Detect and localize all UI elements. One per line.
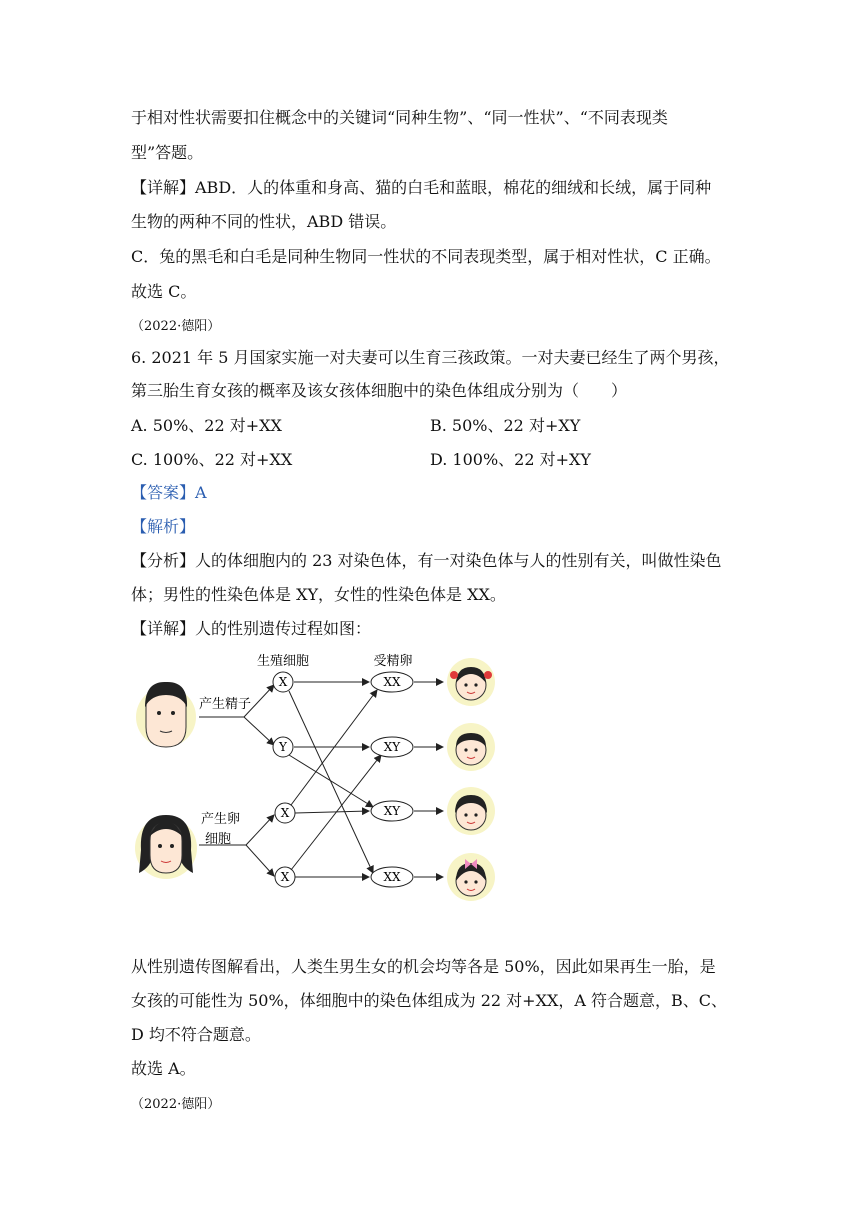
egg-cell-x-1	[275, 803, 295, 823]
zygote-xy-1	[371, 737, 413, 757]
text-line: 型”答题。	[131, 143, 204, 162]
text-line: 生物的两种不同的性状，ABD 错误。	[131, 212, 397, 231]
conclusion-line: 女孩的可能性为 50%，体细胞中的染色体组成为 22 对+XX，A 符合题意，B、C、	[131, 991, 728, 1010]
text-line: 【详解】ABD．人的体重和身高、猫的白毛和蓝眼，棉花的细绒和长绒，属于同种	[131, 178, 712, 197]
girl-child-icon	[447, 658, 495, 706]
svg-text:XY: XY	[383, 804, 401, 818]
sperm-cell-y	[273, 737, 293, 757]
question-line: 第三胎生育女孩的概率及该女孩体细胞中的染色体组成分别为（ ）	[131, 381, 628, 400]
girl-child-icon	[447, 853, 495, 901]
mother-icon	[135, 815, 197, 879]
fertilized-egg-label: 受精卵	[373, 654, 413, 669]
produce-sperm-label: 产生精子	[199, 697, 252, 712]
svg-text:X: X	[280, 806, 290, 820]
question-line: 6. 2021 年 5 月国家实施一对夫妻可以生育三孩政策。一对夫妻已经生了两个男孩，	[131, 348, 730, 367]
conclusion-line: D 均不符合题意。	[131, 1025, 261, 1044]
text-line: 于相对性状需要扣住概念中的关键词“同种生物”、“同一性状”、“不同表现类	[131, 108, 668, 127]
text-line: 故选 C。	[131, 282, 197, 301]
conclusion-line: 故选 A。	[131, 1059, 196, 1078]
zygote-xx-1	[371, 672, 413, 692]
zygote-xy-2	[371, 801, 413, 821]
source-tag: （2022·德阳）	[131, 319, 221, 334]
germ-cells-label: 生殖细胞	[256, 654, 310, 669]
svg-text:XX: XX	[383, 675, 401, 689]
analysis-line: 体；男性的性染色体是 XY，女性的性染色体是 XX。	[131, 585, 506, 604]
svg-text:Y: Y	[279, 740, 287, 754]
produce-egg-label-1: 产生卵	[201, 812, 241, 827]
answer-line: 【答案】A	[131, 483, 207, 502]
analysis-heading: 【解析】	[131, 517, 196, 536]
sex-inheritance-diagram	[131, 645, 501, 915]
boy-child-icon	[447, 787, 495, 835]
source-tag: （2022·德阳）	[131, 1097, 221, 1112]
option-a: A. 50%、22 对+XX	[131, 416, 282, 435]
svg-text:X: X	[278, 675, 288, 689]
detail-line: 【详解】人的性别遗传过程如图：	[131, 619, 372, 638]
text-line: C．兔的黑毛和白毛是同种生物同一性状的不同表现类型，属于相对性状，C 正确。	[131, 247, 721, 266]
boy-child-icon	[447, 723, 495, 771]
father-icon	[136, 682, 196, 747]
produce-egg-label-2: 细胞	[205, 832, 232, 847]
svg-text:X: X	[280, 870, 290, 884]
svg-text:XY: XY	[383, 740, 401, 754]
egg-cell-x-2	[275, 867, 295, 887]
analysis-line: 【分析】人的体细胞内的 23 对染色体，有一对染色体与人的性别有关，叫做性染色	[131, 551, 722, 570]
option-b: B. 50%、22 对+XY	[430, 416, 581, 435]
svg-text:XX: XX	[383, 870, 401, 884]
conclusion-line: 从性别遗传图解看出，人类生男生女的机会均等各是 50%，因此如果再生一胎，是	[131, 957, 716, 976]
zygote-xx-2	[371, 867, 413, 887]
option-c: C. 100%、22 对+XX	[131, 450, 293, 469]
option-d: D. 100%、22 对+XY	[430, 450, 591, 469]
sperm-cell-x	[273, 672, 293, 692]
